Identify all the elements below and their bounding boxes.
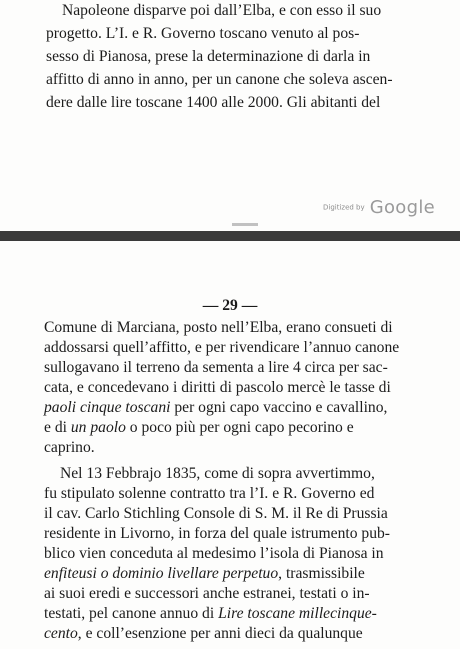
google-watermark	[323, 197, 435, 218]
page-edge-mark	[232, 223, 258, 226]
top-page-fragment	[0, 0, 460, 231]
google-logo: Google	[369, 197, 436, 218]
text-span: per ogni capo vaccino e cavallino,	[170, 399, 388, 417]
text-line: addossarsi quell’affitto, e per rivendicare l’annuo canone	[44, 339, 400, 357]
page-divider	[0, 231, 460, 241]
italic-text: cento	[44, 625, 78, 642]
text-line: affitto di anno in anno, per un canone che soleva ascen-	[46, 71, 393, 88]
italic-text: Lire toscane millecinque-	[218, 604, 377, 622]
text-span: , e coll’esenzione per anni dieci da qualunque	[77, 625, 363, 642]
text-line: caprino.	[44, 439, 95, 457]
text-span: , trasmissibile	[278, 564, 365, 582]
text-span: testati, pel canone annuo di	[44, 604, 219, 622]
text-line: Napoleone disparve poi dall’Elba, e con esso il suo	[62, 2, 382, 19]
text-line: cata, e concedevano i diritti di pascolo mercè le tasse di	[44, 379, 391, 397]
italic-text: un paolo	[70, 419, 126, 437]
text-line: dere dalle lire toscane 1400 alle 2000. Gli abitanti del	[46, 94, 381, 111]
text-line: Comune di Marciana, posto nell’Elba, erano consueti di	[44, 319, 393, 336]
text-span: o poco più per ogni capo pecorino e	[125, 419, 354, 437]
text-line	[44, 418, 354, 438]
text-line: sullogavano il terreno da sementa a lire 4 circa per sac-	[44, 359, 388, 377]
text-line: sesso di Pianosa, prese la determinazione di darla in	[46, 48, 371, 65]
text-line	[44, 624, 363, 644]
text-line: residente in Livorno, in forza del quale istrumento pub-	[44, 524, 390, 542]
text-line: fu stipulato solenne contratto tra l’I. e R. Governo ed	[44, 484, 375, 502]
text-span: e di	[44, 419, 71, 437]
watermark-prefix: Digitized by	[323, 203, 365, 212]
text-line: blico vien conceduta al medesimo l’isola di Pianosa in	[44, 544, 384, 562]
text-line: ai suoi eredi e successori anche estranei, testati o in-	[44, 584, 370, 602]
text-line: il cav. Carlo Stichling Console di S. M. il Re di Prussia	[44, 504, 388, 522]
text-line: progetto. L’I. e R. Governo toscano venuto al pos-	[46, 25, 360, 42]
italic-text: enfiteusi o dominio livellare perpetuo	[44, 564, 279, 582]
text-line: Nel 13 Febbrajo 1835, come di sopra avvertimmo,	[60, 464, 375, 482]
text-line	[44, 604, 377, 624]
text-line	[44, 398, 387, 418]
page-number: — 29 —	[202, 297, 258, 314]
italic-text: paoli cinque toscani	[44, 399, 171, 417]
text-line	[44, 564, 365, 584]
